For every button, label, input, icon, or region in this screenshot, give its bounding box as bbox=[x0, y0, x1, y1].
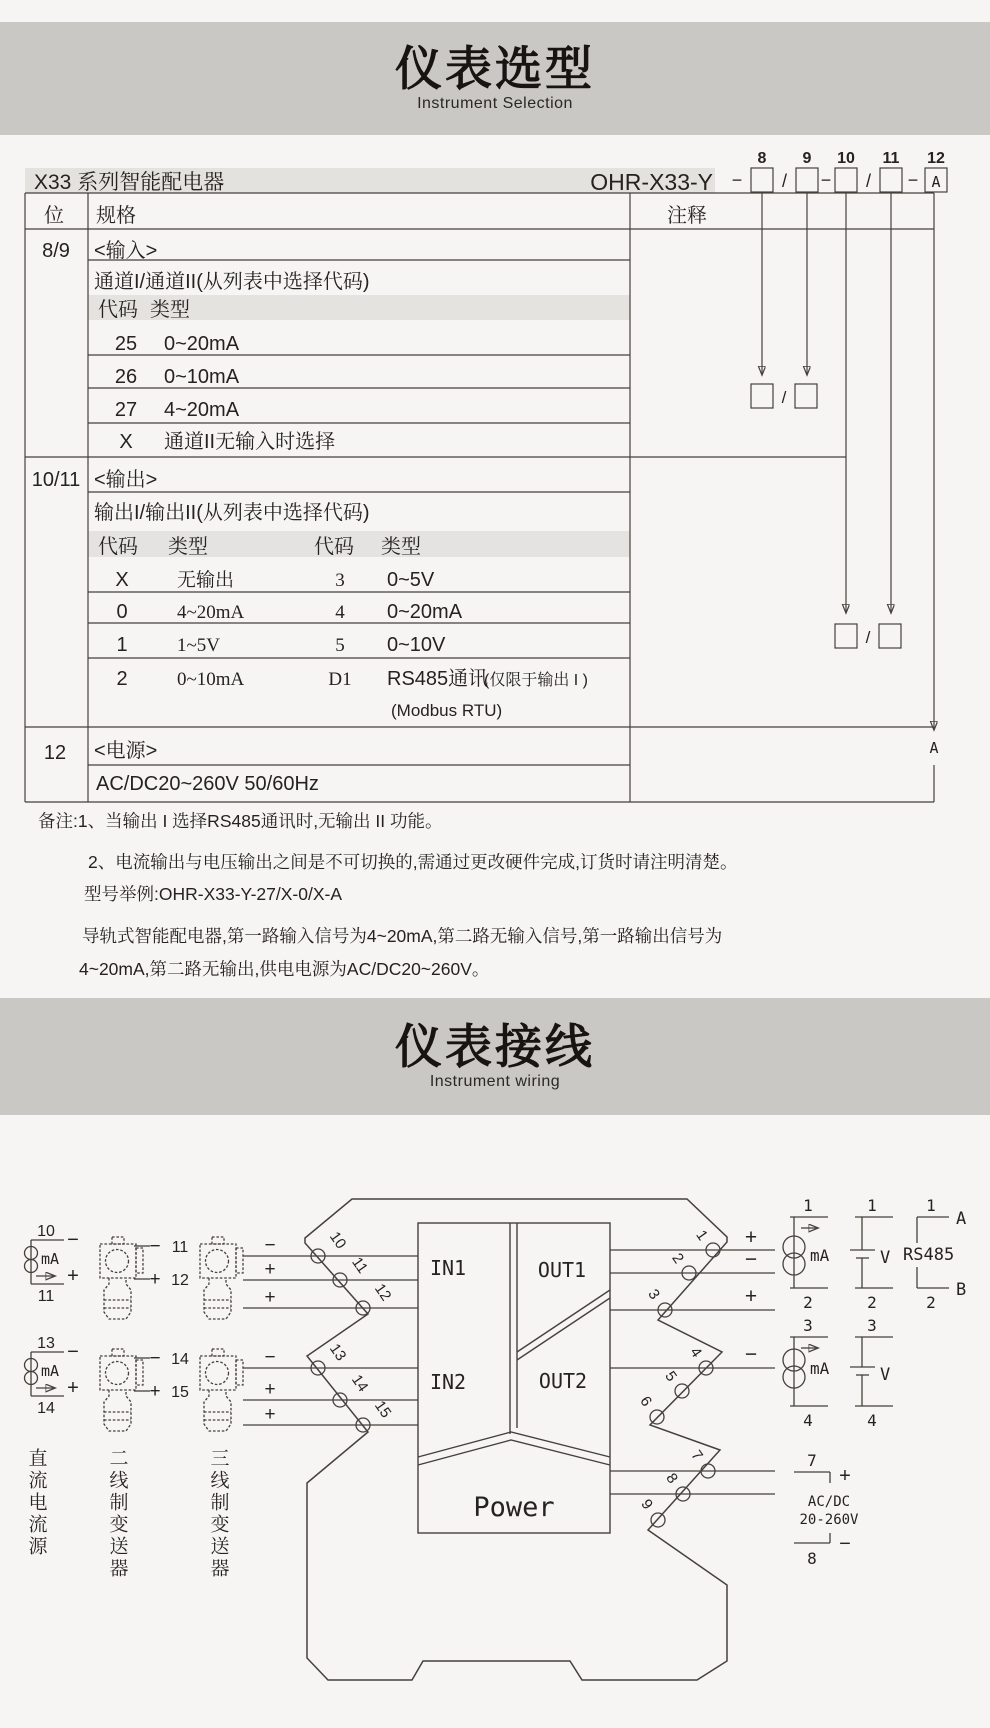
input-row-type: 0~20mA bbox=[164, 333, 240, 355]
rs485-note: (仅限于输出 I ) bbox=[484, 672, 588, 689]
module-in2-label: IN2 bbox=[429, 1370, 467, 1394]
tx3b-w3: + bbox=[264, 1404, 276, 1425]
out-c2: 4 bbox=[335, 602, 345, 623]
caption-two-wire: 二线制变送器 bbox=[106, 1448, 128, 1580]
col-spec: 规格 bbox=[96, 205, 136, 227]
rterm-7: 7 bbox=[687, 1447, 707, 1464]
tx3a-w1: − bbox=[264, 1235, 276, 1256]
input-row-code: 27 bbox=[114, 399, 138, 421]
module-out1-label: OUT1 bbox=[537, 1258, 587, 1282]
three-wire-transmitter-icon-2 bbox=[200, 1349, 243, 1431]
psupply-t7: 7 bbox=[807, 1451, 817, 1470]
src1-bottom-num: 11 bbox=[37, 1288, 55, 1305]
tx2a-plus: + bbox=[149, 1269, 161, 1290]
input-h-code: 代码 bbox=[98, 299, 138, 321]
power-value: AC/DC20~260V 50/60Hz bbox=[96, 773, 319, 795]
tx2a-t1: 11 bbox=[171, 1239, 189, 1256]
out-t2: 0~20mA bbox=[387, 601, 463, 623]
output-h-type2: 类型 bbox=[381, 536, 421, 558]
rs485-sub: (Modbus RTU) bbox=[391, 701, 503, 720]
sep-dash-2: − bbox=[820, 170, 832, 190]
rs485-top: 1 bbox=[926, 1196, 936, 1215]
notes-block bbox=[38, 811, 737, 979]
note-line5: 4~20mA,第二路无输出,供电电源为AC/DC20~260V。 bbox=[79, 959, 490, 979]
out-t1: 4~20mA bbox=[177, 602, 245, 623]
input-row-code: X bbox=[119, 431, 133, 453]
out-c1: 1 bbox=[116, 634, 128, 656]
lterm-13: 13 bbox=[325, 1340, 350, 1365]
out1-w3-plus: + bbox=[744, 1285, 758, 1308]
note-line1: 备注:1、当输出 I 选择RS485通讯时,无输出 II 功能。 bbox=[38, 811, 443, 831]
sep-dash-1: − bbox=[731, 170, 743, 190]
lterm-14: 14 bbox=[347, 1371, 372, 1396]
psupply-voltage: 20-260V bbox=[799, 1512, 859, 1528]
digit-8: 8 bbox=[757, 150, 767, 167]
out-c2: D1 bbox=[328, 669, 352, 690]
digit-10: 10 bbox=[837, 150, 855, 167]
output-h-code2: 代码 bbox=[314, 536, 354, 558]
rterm-2: 2 bbox=[668, 1250, 688, 1267]
selection-title: 仪表选型 bbox=[395, 41, 595, 95]
vmeter2-unit: V bbox=[880, 1365, 891, 1385]
vmeter1-bottom: 2 bbox=[867, 1293, 877, 1312]
input-row-type: 通道II无输入时选择 bbox=[164, 431, 336, 453]
power-title: <电源> bbox=[94, 740, 158, 762]
rterm-9: 9 bbox=[637, 1496, 657, 1513]
power-pos: 12 bbox=[43, 742, 67, 764]
output-h-type1: 类型 bbox=[168, 536, 208, 558]
rterm-3: 3 bbox=[644, 1286, 664, 1303]
tx3b-w2: + bbox=[264, 1379, 276, 1400]
output-pos: 10/11 bbox=[31, 469, 81, 491]
out-c2: 5 bbox=[335, 635, 345, 656]
src2-top-num: 13 bbox=[37, 1335, 55, 1352]
src2-bottom-num: 14 bbox=[37, 1400, 55, 1417]
rterm-1: 1 bbox=[692, 1227, 712, 1244]
col-pos: 位 bbox=[44, 205, 64, 227]
series-label: X33 系列智能配电器 bbox=[34, 171, 225, 194]
vmeter1-top: 1 bbox=[867, 1196, 877, 1215]
note-line4: 导轨式智能配电器,第一路输入信号为4~20mA,第二路无输入信号,第一路输出信号为 bbox=[82, 926, 723, 946]
wiring-subtitle: Instrument wiring bbox=[429, 1073, 561, 1091]
out-c2: 3 bbox=[335, 570, 345, 591]
input-row-code: 26 bbox=[114, 366, 138, 388]
out1-w2-minus: − bbox=[744, 1248, 758, 1271]
power-supply bbox=[794, 1451, 859, 1568]
pair-slash-output: / bbox=[865, 628, 871, 647]
col-note: 注释 bbox=[667, 205, 707, 227]
out1-w1-plus: + bbox=[744, 1226, 758, 1249]
out-t2: 0~10V bbox=[387, 634, 446, 656]
out-c1: 0 bbox=[116, 601, 128, 623]
wiring-diagram bbox=[25, 1196, 967, 1680]
output-subtitle: 输出I/输出II(从列表中选择代码) bbox=[94, 502, 370, 524]
sep-dash-3: − bbox=[907, 170, 919, 190]
pair-slash-input: / bbox=[781, 388, 787, 407]
dc-source-1 bbox=[25, 1223, 79, 1305]
v-meter-1 bbox=[850, 1196, 893, 1312]
tx3a-w2: + bbox=[264, 1259, 276, 1280]
rterm-8: 8 bbox=[662, 1470, 682, 1487]
vmeter2-bottom: 4 bbox=[867, 1411, 877, 1430]
psupply-t8: 8 bbox=[807, 1549, 817, 1568]
tx3a-w3: + bbox=[264, 1287, 276, 1308]
rs485-a: A bbox=[956, 1209, 967, 1229]
out-c1: 2 bbox=[116, 668, 128, 690]
src1-plus: + bbox=[67, 1265, 79, 1287]
digit-9: 9 bbox=[802, 150, 812, 167]
note-line3: 型号举例:OHR-X33-Y-27/X-0/X-A bbox=[84, 884, 343, 904]
ma-meter-2 bbox=[783, 1316, 830, 1430]
module-power-label: Power bbox=[473, 1492, 555, 1523]
arrow-A-label: A bbox=[929, 739, 939, 757]
output-title: <输出> bbox=[94, 469, 158, 491]
tx2a-t2: 12 bbox=[171, 1272, 189, 1289]
output-h-code1: 代码 bbox=[98, 536, 138, 558]
rterm-5: 5 bbox=[661, 1368, 681, 1385]
rs485-bottom: 2 bbox=[926, 1293, 936, 1312]
tx3b-w1: − bbox=[264, 1347, 276, 1368]
src2-unit: mA bbox=[41, 1362, 60, 1380]
vmeter1-unit: V bbox=[880, 1248, 891, 1268]
dc-source-2 bbox=[25, 1335, 79, 1417]
sep-slash-1: / bbox=[781, 171, 788, 191]
lterm-12: 12 bbox=[370, 1280, 395, 1305]
v-meter-2 bbox=[850, 1316, 893, 1430]
input-title: <输入> bbox=[94, 240, 158, 262]
psupply-minus: − bbox=[839, 1533, 851, 1555]
model-code-lines bbox=[751, 168, 947, 729]
lterm-11: 11 bbox=[348, 1254, 372, 1277]
lterm-10: 10 bbox=[325, 1228, 350, 1253]
caption-dc-source: 直流电流源 bbox=[25, 1448, 47, 1558]
rterm-6: 6 bbox=[636, 1393, 656, 1410]
meter2-unit: mA bbox=[810, 1359, 830, 1378]
psupply-acdc: AC/DC bbox=[807, 1494, 851, 1510]
out-t2: 0~5V bbox=[387, 569, 435, 591]
tx2b-plus: + bbox=[149, 1381, 161, 1402]
tx2b-minus: − bbox=[149, 1348, 161, 1369]
selection-subtitle: Instrument Selection bbox=[417, 95, 573, 113]
meter1-unit: mA bbox=[810, 1246, 830, 1265]
two-wire-transmitter-icon-2 bbox=[100, 1349, 143, 1431]
input-row-code: 25 bbox=[114, 333, 138, 355]
lterm-15: 15 bbox=[370, 1397, 395, 1422]
digit-12: 12 bbox=[927, 150, 945, 167]
vmeter2-top: 3 bbox=[867, 1316, 877, 1335]
selection-table bbox=[25, 150, 947, 802]
tx2a-minus: − bbox=[149, 1236, 161, 1257]
meter2-top: 3 bbox=[803, 1316, 813, 1335]
out-t2-rs485: RS485通讯 bbox=[387, 668, 489, 690]
psupply-plus: + bbox=[839, 1465, 851, 1487]
module-in1-label: IN1 bbox=[429, 1256, 467, 1280]
rs485-label: RS485 bbox=[903, 1245, 955, 1265]
input-row-type: 4~20mA bbox=[164, 399, 240, 421]
ma-meter-1 bbox=[783, 1196, 830, 1312]
out-c1: X bbox=[115, 569, 129, 591]
out-t1: 1~5V bbox=[177, 635, 221, 656]
three-wire-transmitter-icon bbox=[200, 1237, 243, 1319]
digit-11: 11 bbox=[882, 150, 900, 167]
meter2-bottom: 4 bbox=[803, 1411, 813, 1430]
rs485-b: B bbox=[956, 1280, 967, 1300]
tx2b-t1: 14 bbox=[171, 1351, 189, 1368]
terminal-numbers bbox=[326, 1227, 711, 1513]
rterm-4: 4 bbox=[686, 1344, 706, 1361]
sep-slash-2: / bbox=[865, 171, 872, 191]
meter1-top: 1 bbox=[803, 1196, 813, 1215]
input-pos: 8/9 bbox=[42, 240, 70, 262]
out-t1: 0~10mA bbox=[177, 669, 245, 690]
out2-w4-minus: − bbox=[744, 1343, 758, 1366]
two-wire-transmitter-icon bbox=[100, 1237, 143, 1319]
src2-plus: + bbox=[67, 1377, 79, 1399]
meter1-bottom: 2 bbox=[803, 1293, 813, 1312]
fixed-code-A: A bbox=[931, 173, 941, 191]
src1-minus: − bbox=[67, 1229, 79, 1251]
module-outline bbox=[305, 1199, 727, 1680]
wiring-title: 仪表接线 bbox=[395, 1019, 595, 1073]
src1-top-num: 10 bbox=[37, 1223, 55, 1240]
input-h-type: 类型 bbox=[150, 299, 190, 321]
tx2b-t2: 15 bbox=[171, 1384, 189, 1401]
src1-unit: mA bbox=[41, 1250, 60, 1268]
module-out2-label: OUT2 bbox=[538, 1369, 588, 1393]
rs485-port bbox=[903, 1196, 966, 1312]
input-row-type: 0~10mA bbox=[164, 366, 240, 388]
note-line2: 2、电流输出与电压输出之间是不可切换的,需通过更改硬件完成,订货时请注明清楚。 bbox=[88, 852, 738, 872]
src2-minus: − bbox=[67, 1341, 79, 1363]
model-prefix: OHR-X33-Y bbox=[590, 169, 713, 195]
caption-three-wire: 三线制变送器 bbox=[207, 1448, 229, 1580]
input-subtitle: 通道I/通道II(从列表中选择代码) bbox=[94, 271, 370, 293]
out-t1: 无输出 bbox=[177, 570, 235, 591]
